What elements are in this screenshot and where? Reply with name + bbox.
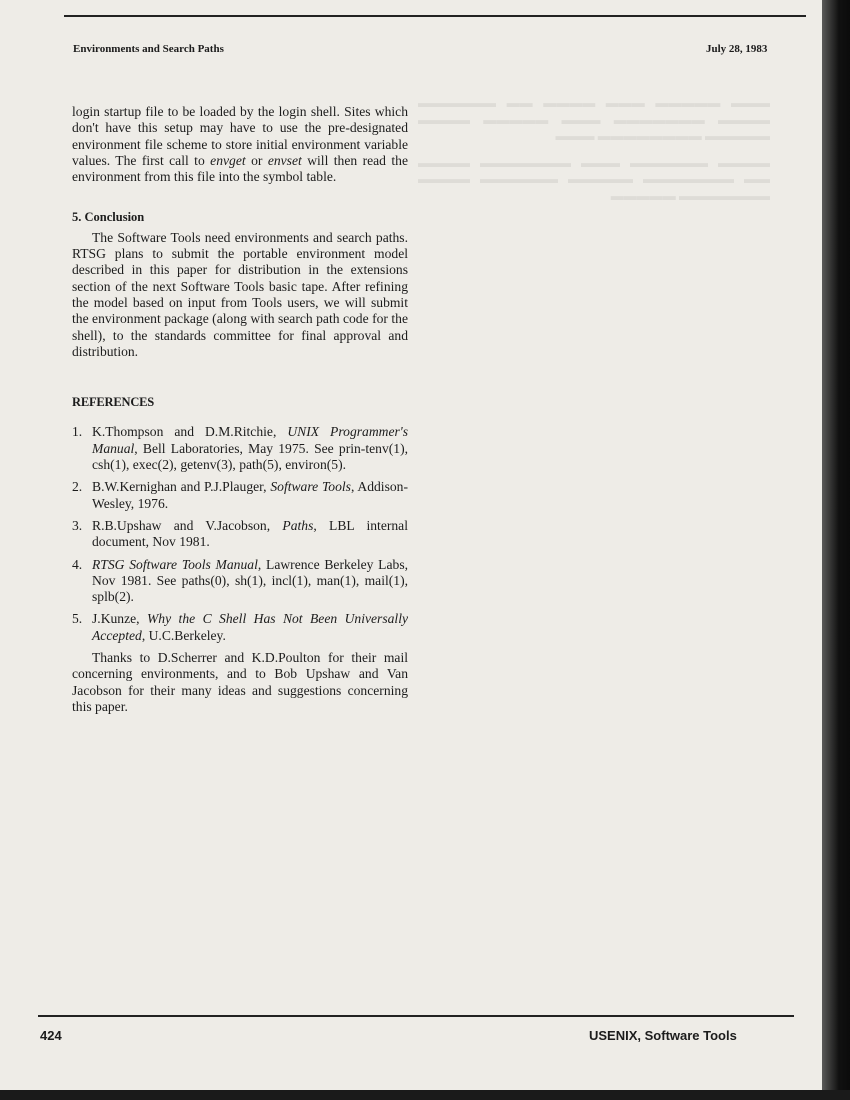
reference-details: , Bell Laboratories, May 1975. See prin-tenv(1), csh(1), exec(2), getenv(3), path(5), environ(5).	[92, 440, 408, 473]
conclusion-heading: 5. Conclusion	[72, 210, 145, 225]
header-date: July 28, 1983	[706, 43, 768, 55]
reference-authors: B.W.Kernighan and P.J.Plauger,	[92, 479, 271, 495]
intro-paragraph	[72, 104, 408, 185]
reference-item	[72, 611, 408, 644]
reference-item	[72, 557, 408, 606]
text-column	[72, 104, 408, 729]
intro-text-3: will then read the environment from this file into the symbol table.	[72, 152, 408, 185]
intro-text-2: or	[245, 152, 268, 168]
intro-text-1: login startup file to be loaded by the login shell. Sites which don't have this setup may have to use the pre-designated environment file scheme to store initial environment variable values. The first call to	[72, 104, 408, 168]
references-list	[72, 424, 408, 644]
reference-details: , U.C.Berkeley.	[141, 627, 226, 643]
running-title: Environments and Search Paths	[73, 43, 224, 55]
reference-item	[72, 424, 408, 473]
envget-term: envget	[210, 152, 246, 168]
reference-authors: K.Thompson and D.M.Ritchie,	[92, 424, 288, 440]
reference-number: 4.	[72, 556, 83, 572]
proceedings-title: USENIX, Software Tools	[589, 1028, 737, 1043]
reference-number: 5.	[72, 611, 83, 627]
conclusion-paragraph: The Software Tools need environments and search paths. RTSG plans to submit the portable environment model described in this paper for distribution in the extensions section of the next Software Tools basic tape. After refining the model based on input from Tools users, we will submit the environment package (along with search path code for the shell), to the standards committee for final approval and distribution.	[72, 229, 408, 359]
top-rule	[64, 15, 806, 17]
scan-bottom-edge	[0, 1090, 850, 1100]
acknowledgement-paragraph: Thanks to D.Scherrer and K.D.Poulton for their mail concerning environments, and to Bob Upshaw and Van Jacobson for their many ideas and suggestions concerning this paper.	[72, 650, 408, 714]
reference-item	[72, 518, 408, 551]
reference-title: Software Tools	[270, 479, 351, 495]
bottom-rule	[38, 1015, 794, 1017]
reference-authors: J.Kunze,	[92, 611, 147, 627]
reference-authors: R.B.Upshaw and V.Jacobson,	[92, 517, 283, 533]
reference-details: , Lawrence Berkeley Labs, Nov 1981. See paths(0), sh(1), incl(1), man(1), mail(1), splb(2).	[92, 556, 409, 605]
reference-number: 2.	[72, 479, 83, 495]
reference-title: Paths	[282, 517, 314, 533]
reference-number: 3.	[72, 517, 83, 533]
reference-details: , LBL internal document, Nov 1981.	[92, 517, 408, 550]
reference-number: 1.	[72, 424, 83, 440]
show-through-texture: ▬▬▬ ▬▬▬▬▬ ▬▬▬ ▬▬▬▬ ▬▬ ▬▬▬▬▬▬ ▬▬▬▬ ▬▬▬▬▬▬▬ ▬▬▬ ▬▬▬▬▬ ▬▬▬▬ ▬▬▬▬▬ ▬▬▬▬▬▬▬▬ ▬▬▬ ▬▬▬▬ ▬▬▬▬▬▬ ▬▬▬ ▬▬▬▬▬▬▬ ▬▬▬▬ ▬▬ ▬▬▬▬▬▬▬ ▬▬▬▬▬ ▬▬▬▬▬▬ ▬▬▬▬ ▬▬▬▬▬▬▬ ▬▬▬▬▬	[418, 95, 770, 203]
reference-item	[72, 479, 408, 512]
references-heading: REFERENCES	[72, 395, 155, 410]
reference-title: UNIX Programmer's Manual	[92, 424, 408, 456]
envset-term: envset	[267, 152, 302, 168]
reference-details: , Addison-Wesley, 1976.	[92, 479, 408, 511]
page-number: 424	[40, 1028, 62, 1043]
reference-title: RTSG Software Tools Manual	[92, 556, 258, 572]
scan-binding-shadow	[822, 0, 850, 1100]
reference-title: Why the C Shell Has Not Been Universally Accepted	[92, 611, 408, 643]
